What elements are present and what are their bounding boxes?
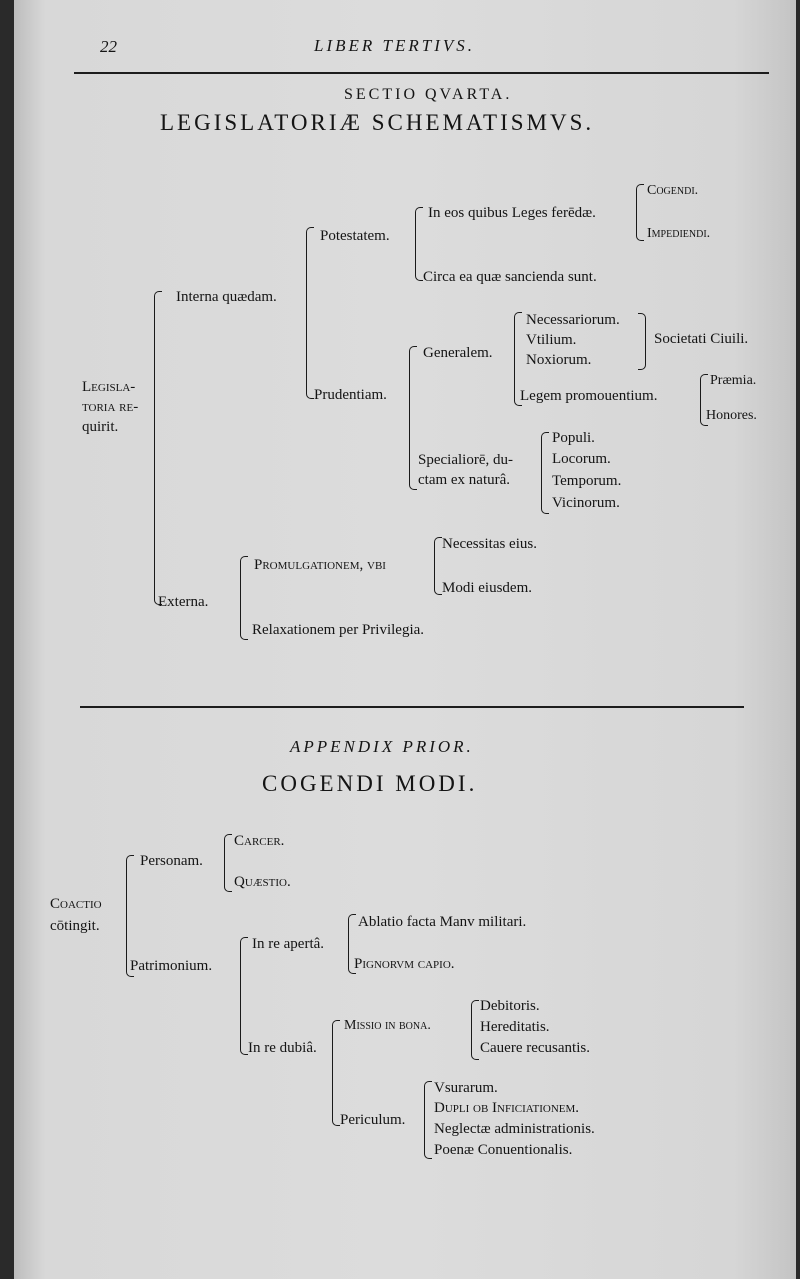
personam: Personam. bbox=[140, 853, 203, 869]
necessariorum: Necessariorum. bbox=[526, 312, 620, 328]
brace-root bbox=[154, 291, 162, 605]
tree1-root-line1: Legisla- bbox=[82, 379, 136, 395]
pignorum: Pignorvm capio. bbox=[354, 956, 455, 972]
noxiorum: Noxiorum. bbox=[526, 352, 592, 368]
header-rule bbox=[74, 72, 769, 74]
periculum: Periculum. bbox=[340, 1112, 406, 1128]
section-label: SECTIO QVARTA. bbox=[344, 86, 513, 103]
appendix-label: APPENDIX PRIOR. bbox=[290, 737, 474, 756]
appendix-title: COGENDI MODI. bbox=[262, 771, 478, 796]
vtilium: Vtilium. bbox=[526, 332, 577, 348]
cogendi: Cogendi. bbox=[647, 183, 699, 198]
legem: Legem promouentium. bbox=[520, 388, 658, 404]
modi-eiusdem: Modi eiusdem. bbox=[442, 580, 532, 596]
brace-personam bbox=[224, 834, 232, 892]
in-eos: In eos quibus Leges ferēdæ. bbox=[428, 205, 596, 221]
necessitas: Necessitas eius. bbox=[442, 536, 537, 552]
page-number: 22 bbox=[100, 37, 117, 56]
section-divider bbox=[80, 706, 744, 708]
interna: Interna quædam. bbox=[176, 289, 277, 305]
section-title: LEGISLATORIÆ SCHEMATISMVS. bbox=[160, 110, 595, 135]
book-page bbox=[14, 0, 796, 1279]
promulgationem: Promulgationem, vbi bbox=[254, 557, 386, 573]
praemia: Præmia. bbox=[710, 373, 757, 388]
poenae: Poenæ Conuentionalis. bbox=[434, 1142, 573, 1158]
potestatem: Potestatem. bbox=[320, 228, 390, 244]
prudentiam: Prudentiam. bbox=[314, 387, 387, 403]
brace-in-re-dubia bbox=[332, 1020, 340, 1126]
vicinorum: Vicinorum. bbox=[552, 495, 620, 511]
circa: Circa ea quæ sancienda sunt. bbox=[423, 269, 597, 285]
brace-societati bbox=[638, 313, 646, 370]
brace-missio bbox=[471, 1000, 479, 1060]
brace-patrimonium bbox=[240, 937, 248, 1055]
locorum: Locorum. bbox=[552, 451, 611, 467]
populi: Populi. bbox=[552, 430, 595, 446]
brace-in-eos bbox=[636, 184, 644, 241]
quaestio: Quæstio. bbox=[234, 874, 291, 890]
tree2-root-line1: Coactio bbox=[50, 896, 102, 912]
running-title: LIBER TERTIVS. bbox=[314, 36, 475, 55]
brace-periculum bbox=[424, 1081, 432, 1159]
patrimonium: Patrimonium. bbox=[130, 958, 213, 974]
temporum: Temporum. bbox=[552, 473, 622, 489]
neglectae: Neglectæ administrationis. bbox=[434, 1121, 595, 1137]
brace-interna bbox=[306, 227, 314, 399]
societati: Societati Ciuili. bbox=[654, 331, 749, 347]
brace-externa bbox=[240, 556, 248, 640]
externa: Externa. bbox=[158, 594, 209, 610]
impediendi: Impediendi. bbox=[647, 226, 711, 241]
vsurarum: Vsurarum. bbox=[434, 1080, 498, 1096]
specialiore-line1: Specialiorē, du- bbox=[418, 452, 513, 468]
hereditatis: Hereditatis. bbox=[480, 1019, 550, 1035]
dupli: Dupli ob Inficiationem. bbox=[434, 1100, 580, 1116]
brace-specialiore bbox=[541, 432, 549, 514]
ablatio: Ablatio facta Manv militari. bbox=[358, 914, 527, 930]
carcer: Carcer. bbox=[234, 833, 285, 849]
tree2-root-line2: cōtingit. bbox=[50, 918, 100, 934]
brace-potestatem bbox=[415, 207, 423, 281]
missio: Missio in bona. bbox=[344, 1018, 431, 1033]
in-re-aperta: In re apertâ. bbox=[252, 936, 325, 952]
tree1-root-line2: toria re- bbox=[82, 399, 139, 415]
debitoris: Debitoris. bbox=[480, 998, 540, 1014]
tree1-root-line3: quirit. bbox=[82, 419, 119, 435]
in-re-dubia: In re dubiâ. bbox=[248, 1040, 317, 1056]
honores: Honores. bbox=[706, 408, 757, 423]
generalem: Generalem. bbox=[423, 345, 493, 361]
relaxationem: Relaxationem per Privilegia. bbox=[252, 622, 425, 638]
brace-prudentiam bbox=[409, 346, 417, 490]
cauere: Cauere recusantis. bbox=[480, 1040, 590, 1056]
specialiore-line2: ctam ex naturâ. bbox=[418, 472, 511, 488]
brace-promulgationem bbox=[434, 537, 442, 595]
